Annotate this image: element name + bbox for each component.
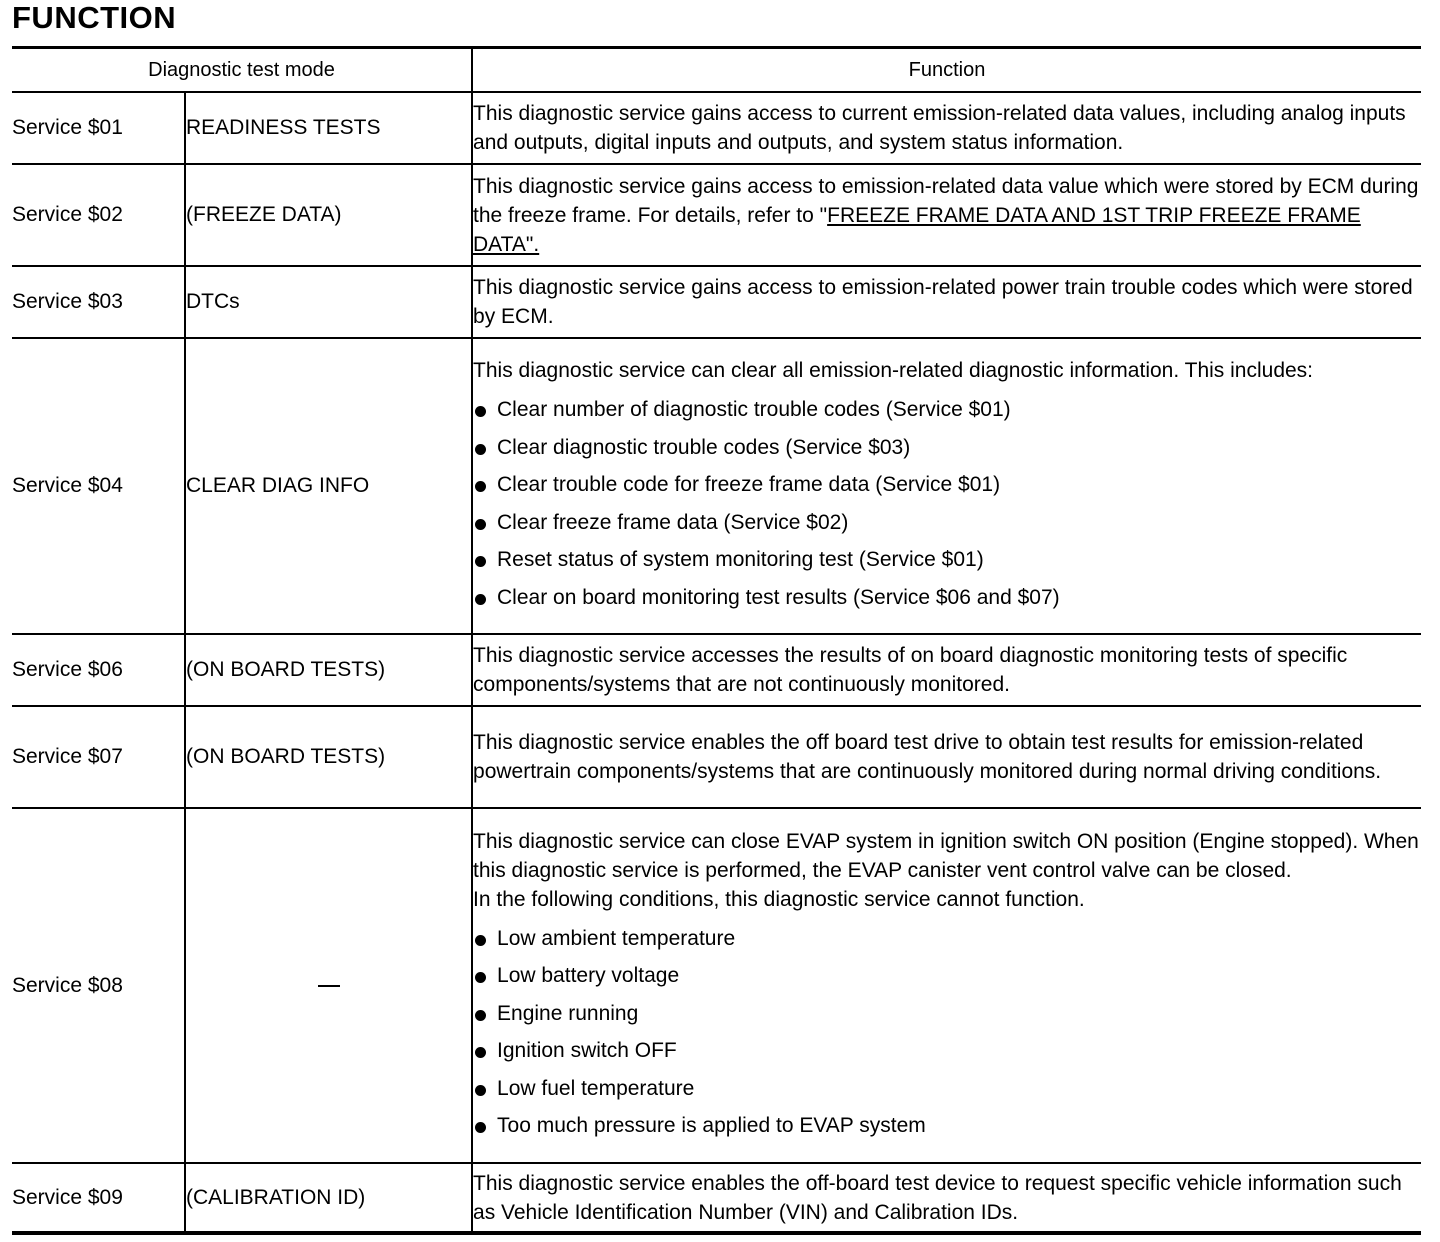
function-description <box>472 338 1421 634</box>
function-description <box>472 634 1421 706</box>
service-code: Service $06 <box>12 634 185 706</box>
test-mode: (FREEZE DATA) <box>185 164 472 266</box>
table-row <box>12 634 1421 706</box>
list-item: Reset status of system monitoring test (Service $01) <box>473 541 1421 579</box>
list-item: Ignition switch OFF <box>473 1032 1421 1070</box>
list-item: Low battery voltage <box>473 957 1421 995</box>
list-item: Clear diagnostic trouble codes (Service $03) <box>473 429 1421 467</box>
function-text: This diagnostic service accesses the results of on board diagnostic monitoring tests of specific components/systems that are not continuously monitored. <box>473 644 1348 696</box>
function-text-conditions: In the following conditions, this diagnostic service cannot function. <box>473 887 1085 911</box>
section-title: FUNCTION <box>12 0 177 35</box>
test-mode: (ON BOARD TESTS) <box>185 706 472 808</box>
service-code: Service $09 <box>12 1185 123 1209</box>
test-mode: READINESS TESTS <box>185 92 472 164</box>
dash-placeholder <box>318 985 340 987</box>
list-item: Clear freeze frame data (Service $02) <box>473 504 1421 542</box>
service-code: Service $08 <box>12 808 185 1163</box>
function-text: This diagnostic service can close EVAP system in ignition switch ON position (Engine stopped). When this diagnostic service is performed, the EVAP canister vent control valve can be closed. <box>473 829 1419 882</box>
list-item: Clear trouble code for freeze frame data (Service $01) <box>473 466 1421 504</box>
header-function: Function <box>472 48 1421 93</box>
function-description <box>472 1163 1421 1233</box>
freeze-frame-data-link[interactable]: FREEZE FRAME DATA AND 1ST TRIP FREEZE FRAME DATA". <box>473 203 1361 256</box>
function-text-pre: This diagnostic service gains access to emission-related data value which were stored by ECM during the freeze frame. For details, refer to " <box>473 174 1419 227</box>
header-diagnostic-test-mode: Diagnostic test mode <box>12 48 472 93</box>
list-item: Low ambient temperature <box>473 920 1421 958</box>
function-description <box>472 266 1421 338</box>
function-text: This diagnostic service enables the off-board test device to request specific vehicle information such as Vehicle Identification Number (VIN) and Calibration IDs. <box>473 1171 1402 1224</box>
service-code: Service $07 <box>12 706 185 808</box>
function-text: This diagnostic service enables the off board test drive to obtain test results for emission-related powertrain components/systems that are continuously monitored during normal driving conditions. <box>473 731 1382 783</box>
bullet-list <box>473 920 1421 1145</box>
test-mode: DTCs <box>185 266 472 338</box>
function-description <box>472 92 1421 164</box>
service-code: Service $03 <box>12 266 185 338</box>
list-item: Low fuel temperature <box>473 1070 1421 1108</box>
service-code: Service $04 <box>12 338 185 634</box>
service-code: Service $02 <box>12 164 185 266</box>
list-item: Clear on board monitoring test results (Service $06 and $07) <box>473 579 1421 617</box>
test-mode: (CALIBRATION ID) <box>185 1163 472 1233</box>
table-row <box>12 338 1421 634</box>
table-row <box>12 266 1421 338</box>
table-row <box>12 706 1421 808</box>
test-mode-none <box>185 808 472 1163</box>
list-item: Clear number of diagnostic trouble codes (Service $01) <box>473 391 1421 429</box>
table-row <box>12 164 1421 266</box>
table-row <box>12 1163 1421 1233</box>
test-mode: (ON BOARD TESTS) <box>185 634 472 706</box>
bullet-list <box>473 391 1421 616</box>
function-description <box>472 706 1421 808</box>
function-text: This diagnostic service can clear all emission-related diagnostic information. This includes: <box>473 359 1314 382</box>
function-text: This diagnostic service gains access to current emission-related data values, including analog inputs and outputs, digital inputs and outputs, and system status information. <box>473 102 1406 154</box>
function-description <box>472 164 1421 266</box>
service-code: Service $01 <box>12 92 185 164</box>
table-row <box>12 808 1421 1163</box>
table-row <box>12 92 1421 164</box>
function-description <box>472 808 1421 1163</box>
test-mode: CLEAR DIAG INFO <box>185 338 472 634</box>
table-header-row <box>12 48 1421 93</box>
list-item: Too much pressure is applied to EVAP system <box>473 1107 1421 1145</box>
list-item: Engine running <box>473 995 1421 1033</box>
function-text: This diagnostic service gains access to emission-related power train trouble codes which were stored by ECM. <box>473 276 1413 328</box>
diagnostic-function-table <box>12 46 1421 1235</box>
function-text <box>473 172 1421 259</box>
